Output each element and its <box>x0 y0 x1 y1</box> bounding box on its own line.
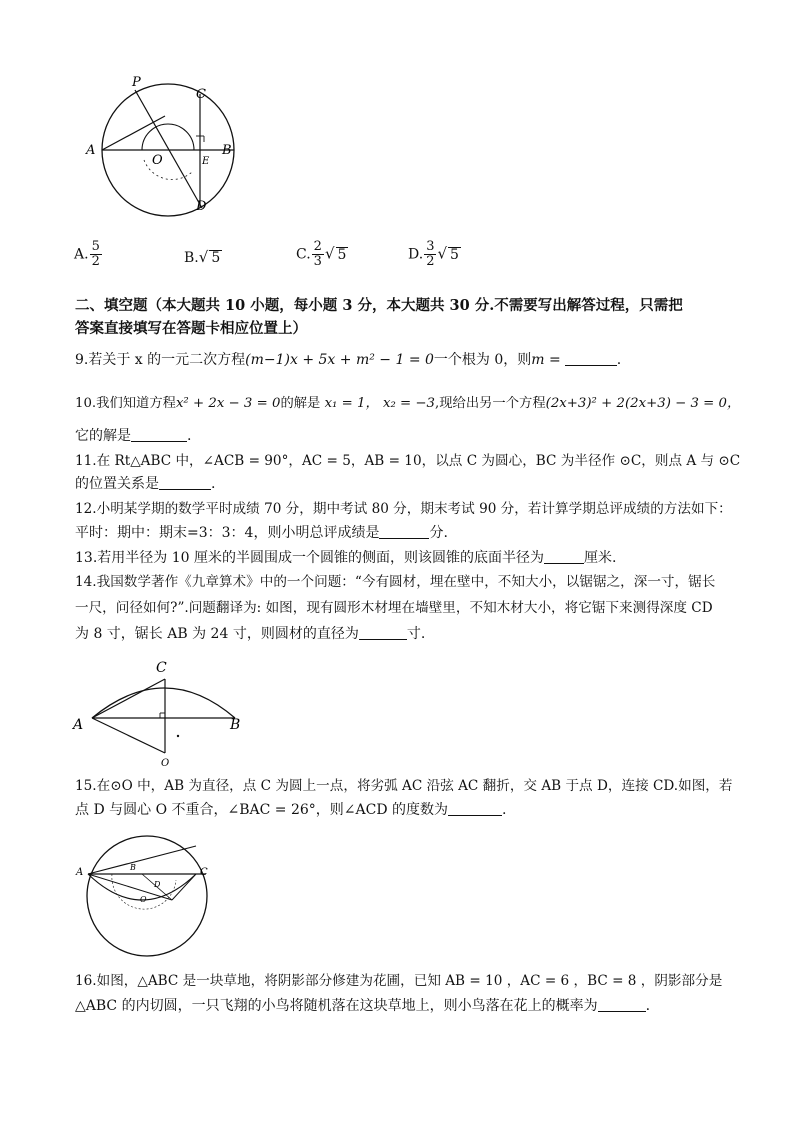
question-16-line1: 16.如图，△ABC 是一块草地，将阴影部分修建为花圃，已知 AB = 10 ，AC = 6 ，BC = 8 ，阴影部分是 <box>75 973 723 989</box>
option-b: B.√ 5 <box>184 248 221 266</box>
question-12-line2: 平时：期中：期末=3：3：4，则小明总评成绩是 分. <box>75 525 448 541</box>
question-11-line2: 的位置关系是 . <box>75 476 216 492</box>
figure-circle-pcaobd <box>80 72 250 217</box>
label-o: O <box>152 153 163 168</box>
label-p: P <box>132 75 141 90</box>
question-11-line1: 11.在 Rt△ABC 中，∠ACB = 90°，AC = 5，AB = 10，以点 C 为圆心，BC 为半径作 ⊙C，则点 A 与 ⊙C <box>75 453 741 469</box>
label-b: B <box>222 143 232 158</box>
label-o: O <box>140 895 147 904</box>
section-2-heading-line2: 答案直接填写在答题卡相应位置上） <box>75 320 307 337</box>
option-d: D. $\frac{3}{2}$ √ 5 <box>408 239 459 269</box>
question-10-line1: 10.我们知道方程x² + 2x − 3 = 0的解是 x₁ = 1， x₂ = −3,现给出另一个方程(2x+3)² + 2(2x+3) − 3 = 0， <box>75 396 741 411</box>
question-14-line1: 14.我国数学著作《九章算术》中的一个问题：“今有圆材，埋在壁中，不知大小，以锯锯之，深一寸，锯长 <box>75 574 716 590</box>
question-15-line1: 15.在⊙O 中，AB 为直径，点 C 为圆上一点，将劣弧 AC 沿弦 AC 翻折，交 AB 于点 D，连接 CD.如图，若 <box>75 778 733 794</box>
option-c: C. $\frac{2}{3}$ √ 5 <box>296 239 347 269</box>
question-16-line2: △ABC 的内切圆，一只飞翔的小鸟将随机落在这块草地上，则小鸟落在花上的概率为 . <box>75 998 651 1014</box>
label-d: D <box>196 199 207 214</box>
label-c: C <box>156 660 167 676</box>
question-10-line2: 它的解是 . <box>75 428 192 444</box>
label-a: A <box>76 867 84 878</box>
label-b: B <box>230 717 241 733</box>
question-14-line2: 一尺，问径如何?”.问题翻译为: 如图，现有圆形木材埋在墙壁里，不知木材大小，将它锯下来测得深度 CD <box>75 600 713 616</box>
question-14-line3: 为 8 寸，锯长 AB 为 24 寸，则圆材的直径为 寸. <box>75 626 426 642</box>
label-d: D <box>154 880 161 889</box>
label-c: C <box>196 87 206 102</box>
question-9: 9.若关于 x 的一元二次方程(m−1)x + 5x + m² − 1 = 0一个根为 0，则m = . <box>75 352 622 368</box>
option-a: A. $\frac{5}{2}$ <box>74 239 100 269</box>
label-b: B <box>130 863 136 872</box>
label-e: E <box>202 156 210 167</box>
figure-arc-acb <box>70 656 250 768</box>
label-a: A <box>86 143 96 158</box>
label-o: O <box>161 758 170 768</box>
question-13: 13.若用半径为 10 厘米的半圆围成一个圆锥的侧面，则该圆锥的底面半径为 厘米. <box>75 550 617 566</box>
question-12-line1: 12.小明某学期的数学平时成绩 70 分，期中考试 80 分，期末考试 90 分，若计算学期总评成绩的方法如下： <box>75 501 732 517</box>
label-c: C <box>200 867 208 878</box>
section-2-heading-line1: 二、填空题（本大题共 10 小题，每小题 3 分，本大题共 30 分.不需要写出解答过程，只需把 <box>75 297 683 314</box>
figure-circle-fold <box>72 830 222 960</box>
label-a: A <box>73 717 84 733</box>
question-15-line2: 点 D 与圆心 O 不重合，∠BAC = 26°，则∠ACD 的度数为 . <box>75 802 507 818</box>
